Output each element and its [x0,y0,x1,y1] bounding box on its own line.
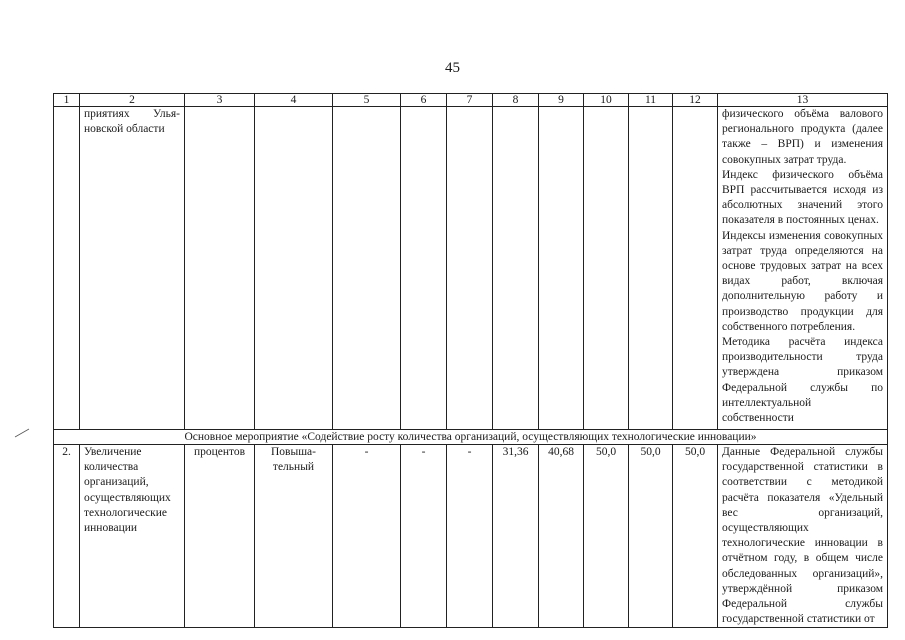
table-cell [255,107,333,430]
column-number: 9 [539,94,584,107]
value-cell: 31,36 [493,445,539,628]
table-cell [493,107,539,430]
table-cell [401,107,447,430]
value-cell: 50,0 [584,445,629,628]
table-row [54,445,888,628]
table-row [54,107,888,430]
column-number: 7 [447,94,493,107]
value-cell: - [401,445,447,628]
section-heading-row [54,430,888,445]
table-cell [54,107,80,430]
column-number: 8 [493,94,539,107]
methodology-cell: Данные Федеральной службы государственной статистики в соответствии с методикой расчёта показателя «Удельный вес организаций, осуществляющих технологические инновации в отчётном году, в общем числе обследованных организаций», утверждённой приказом Федеральной службы государственной статистики от [718,445,888,628]
column-number: 6 [401,94,447,107]
value-cell: - [333,445,401,628]
value-cell: 50,0 [629,445,673,628]
margin-pencil-mark [14,428,30,438]
column-number: 5 [333,94,401,107]
table-cell [539,107,584,430]
value-cell: 50,0 [673,445,718,628]
column-number: 4 [255,94,333,107]
indicator-name-cell: Увеличение количества организаций, осуществляющих технологические инновации [80,445,185,628]
value-cell: 40,68 [539,445,584,628]
table-cell [673,107,718,430]
methodology-paragraph: физического объёма валового регионального продукта (далее также – ВРП) и изменения совокупных затрат труда. [722,108,883,166]
indicator-type-cell: Повыша-тельный [255,445,333,628]
methodology-paragraph: Индексы изменения совокупных затрат труда определяются на основе трудовых затрат на всех видах работ, включая дополнительную работу и производство продукции для собственного потребления. [722,229,883,333]
indicators-table [53,93,888,628]
column-number-row [54,94,888,107]
column-number: 12 [673,94,718,107]
column-number: 13 [718,94,888,107]
methodology-paragraph: Индекс физического объёма ВРП рассчитывается исходя из абсолютных значений этого показателя в постоянных ценах. [722,168,883,227]
indicator-name-cell: приятиях Улья-новской области [80,107,185,430]
unit-cell: процентов [185,445,255,628]
table-cell [447,107,493,430]
column-number: 2 [80,94,185,107]
page-number: 45 [445,60,460,76]
table-cell [629,107,673,430]
column-number: 10 [584,94,629,107]
column-number: 11 [629,94,673,107]
methodology-cell [718,107,888,430]
section-title: Основное мероприятие «Содействие росту количества организаций, осуществляющих технологические инновации» [54,430,888,445]
table-cell [584,107,629,430]
value-cell: - [447,445,493,628]
column-number: 3 [185,94,255,107]
table-cell [185,107,255,430]
table-cell [333,107,401,430]
row-number-cell: 2. [54,445,80,628]
column-number: 1 [54,94,80,107]
methodology-paragraph: Методика расчёта индекса производительности труда утверждена приказом Федеральной службы по интеллектуальной собственности [722,336,883,425]
